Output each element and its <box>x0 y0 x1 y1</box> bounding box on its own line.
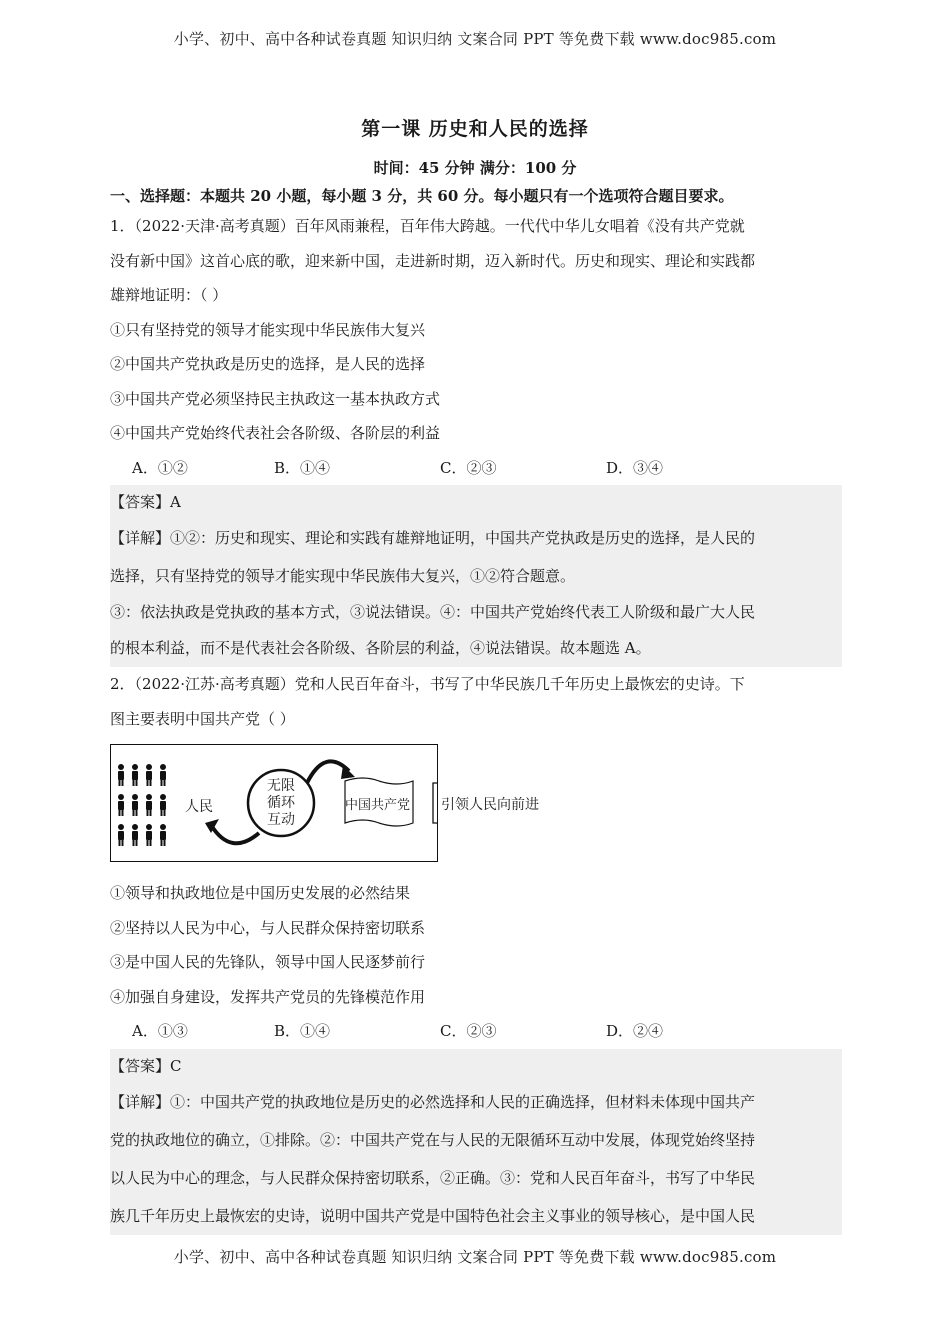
cycle-label-line: 无限 <box>267 778 295 794</box>
person-icon <box>146 824 152 846</box>
page-footer: 小学、初中、高中各种试卷真题 知识归纳 文案合同 PPT 等免费下载 www.doc985.com <box>173 1248 777 1266</box>
q1-stem-line: 没有新中国》这首心底的歌，迎来新中国，走进新时期，迈入新时代。历史和现实、理论和实践都 <box>110 251 756 270</box>
person-icon <box>160 764 166 786</box>
person-icon <box>132 764 138 786</box>
exam-content <box>110 183 842 1235</box>
q1-item: ③中国共产党必须坚持民主执政这一基本执政方式 <box>110 389 441 408</box>
q2-answer: 【答案】C <box>110 1049 842 1083</box>
cycle-label <box>267 778 295 829</box>
people-icon-group <box>118 764 166 846</box>
q2-options <box>110 1014 842 1049</box>
q2-option-b[interactable]: B．①④ <box>274 1022 331 1040</box>
q1-option-c[interactable]: C．②③ <box>440 458 497 477</box>
q2-stem-line: 2．（2022·江苏·高考真题）党和人民百年奋斗，书写了中华民族几千年历史上最恢宏的史诗。下 <box>110 675 745 693</box>
person-icon <box>132 824 138 846</box>
q1-detail-line: 选择，只有坚持党的领导才能实现中华民族伟大复兴，①②符合题意。 <box>110 567 576 585</box>
q1-options <box>110 451 842 486</box>
question-1 <box>110 209 842 667</box>
arrow-head-icon <box>341 765 355 779</box>
q1-item: ②中国共产党执政是历史的选择，是人民的选择 <box>110 355 426 373</box>
q1-item: ①只有坚持党的领导才能实现中华民族伟大复兴 <box>110 320 426 339</box>
page-title: 第一课 历史和人民的选择 <box>361 118 589 140</box>
cycle-label-line: 循环 <box>267 795 295 811</box>
q2-detail-line: 党的执政地位的确立，①排除。②：中国共产党在与人民的无限循环互动中发展，体现党始终坚持 <box>110 1130 756 1149</box>
q2-option-a[interactable]: A．①③ <box>132 1022 188 1040</box>
q2-item: ③是中国人民的先锋队，领导中国人民逐梦前行 <box>110 953 426 971</box>
q2-figure <box>110 744 539 862</box>
page-header: 小学、初中、高中各种试卷真题 知识归纳 文案合同 PPT 等免费下载 www.doc985.com <box>173 30 777 48</box>
q2-item: ①领导和执政地位是中国历史发展的必然结果 <box>110 884 411 902</box>
person-icon <box>118 794 124 816</box>
q1-item: ④中国共产党始终代表社会各阶级、各阶层的利益 <box>110 424 441 442</box>
person-icon <box>118 824 124 846</box>
q1-detail-line: 的根本利益，而不是代表社会各阶级、各阶层的利益，④说法错误。故本题选 A。 <box>110 639 651 657</box>
exam-meta: 时间：45 分钟 满分：100 分 <box>373 159 577 177</box>
q1-option-d[interactable]: D．③④ <box>606 458 664 477</box>
q2-item: ④加强自身建设，发挥共产党员的先锋模范作用 <box>110 987 426 1006</box>
person-icon <box>146 764 152 786</box>
person-icon <box>132 794 138 816</box>
q2-answer-block <box>110 1049 842 1235</box>
q2-detail-line: 以人民为中心的理念，与人民群众保持密切联系，②正确。③：党和人民百年奋斗，书写了中华民 <box>110 1168 756 1187</box>
q1-stem-line: 1．（2022·天津·高考真题）百年风雨兼程，百年伟大跨越。一代代中华儿女唱着《没有共产党就 <box>110 217 745 235</box>
q2-detail-line: 【详解】①：中国共产党的执政地位是历史的必然选择和人民的正确选择，但材料未体现中国共产 <box>110 1092 756 1111</box>
forward-arrow-shape <box>433 771 437 835</box>
q1-option-a[interactable]: A．①② <box>132 458 188 477</box>
person-icon <box>160 824 166 846</box>
q2-stem-line: 图主要表明中国共产党（ ） <box>110 709 295 728</box>
q2-option-d[interactable]: D．②④ <box>606 1022 664 1040</box>
question-2 <box>110 667 842 1235</box>
cycle-label-line: 互动 <box>267 812 295 828</box>
q2-detail-line: 族几千年历史上最恢宏的史诗，说明中国共产党是中国特色社会主义事业的领导核心，是中国人民 <box>110 1206 756 1225</box>
cycle-arrow-lower <box>211 825 259 843</box>
person-icon <box>160 794 166 816</box>
q1-detail-line: 【详解】①②：历史和现实、理论和实践有雄辩地证明，中国共产党执政是历史的选择，是人民的 <box>110 529 756 547</box>
q1-detail-line: ③：依法执政是党执政的基本方式，③说法错误。④：中国共产党始终代表工人阶级和最广大人民 <box>110 603 756 621</box>
party-label: 中国共产党 <box>345 798 411 813</box>
q1-answer: 【答案】A <box>110 485 842 519</box>
person-icon <box>118 764 124 786</box>
q2-item: ②坚持以人民为中心，与人民群众保持密切联系 <box>110 918 426 937</box>
people-label: 人民 <box>185 799 213 815</box>
person-icon <box>146 794 152 816</box>
arrow-label: 引领人民向前进 <box>441 797 539 813</box>
q1-answer-block <box>110 485 842 667</box>
q1-stem-line: 雄辩地证明：（ ） <box>110 286 228 304</box>
q2-option-c[interactable]: C．②③ <box>440 1022 497 1040</box>
section-heading: 一、选择题：本题共 20 小题，每小题 3 分，共 60 分。每小题只有一个选项符合题目要求。 <box>110 187 734 205</box>
q1-option-b[interactable]: B．①④ <box>274 458 331 477</box>
